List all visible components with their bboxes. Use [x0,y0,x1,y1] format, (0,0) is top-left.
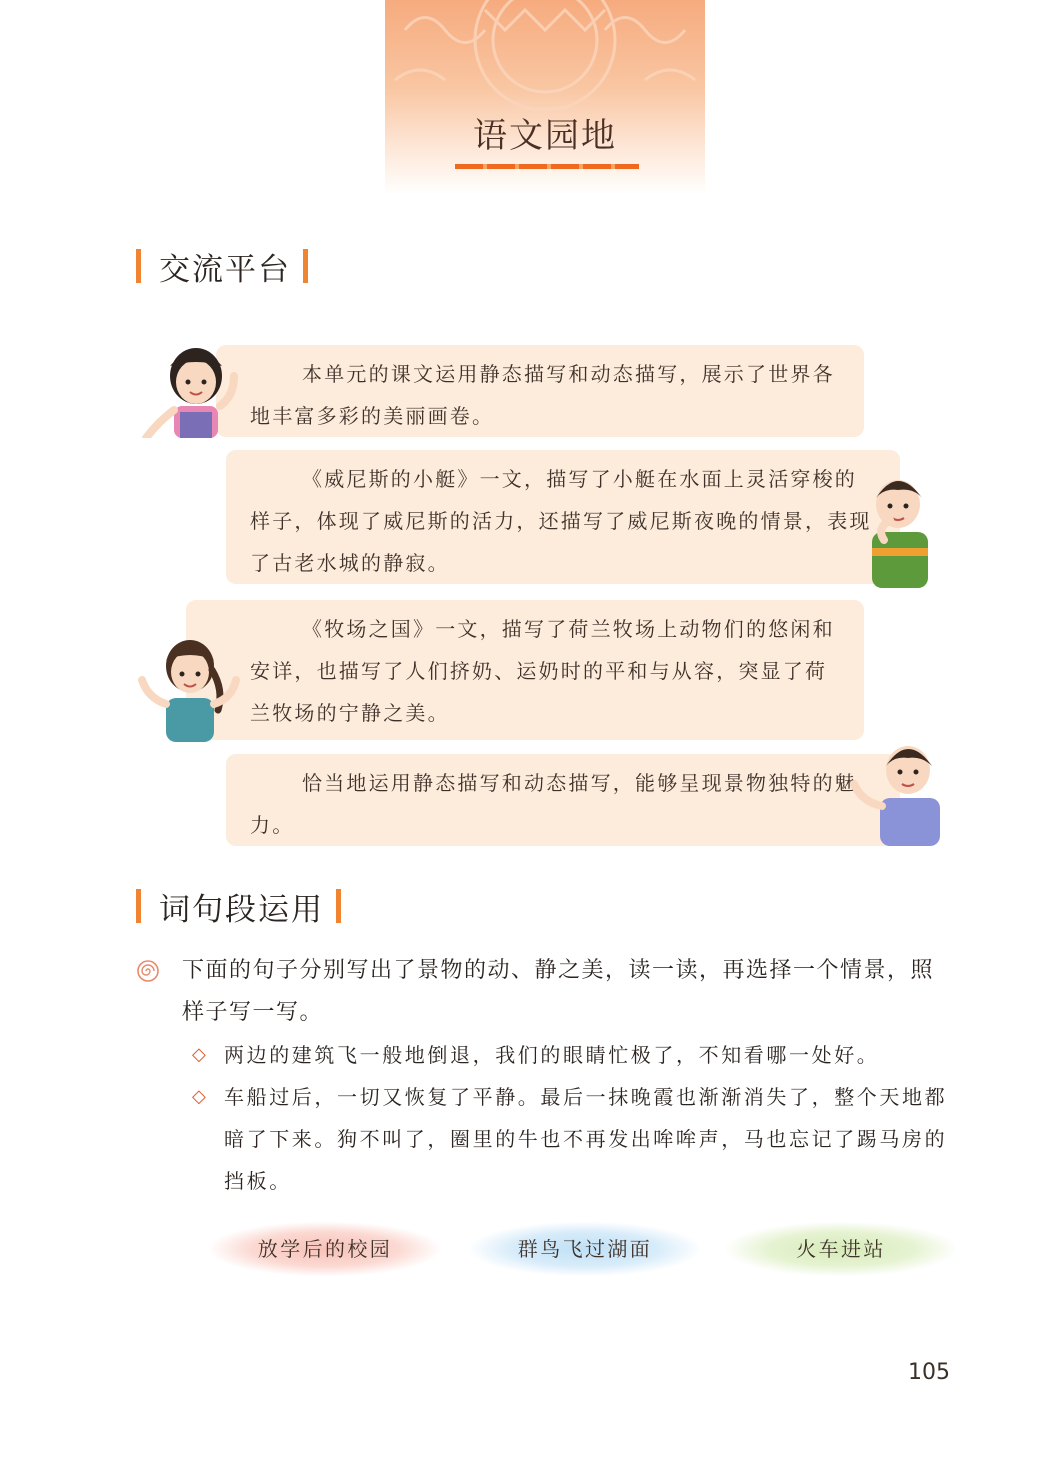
title-underline [455,164,639,169]
exercise-block [136,950,956,1202]
heading-bar-right [336,889,341,923]
unit-title: 语文园地 [473,116,617,156]
scene-option-campus: 放学后的校园 [210,1222,440,1276]
heading-bar-left [136,889,141,923]
boy-illustration [846,736,956,846]
girl-illustration [136,630,242,742]
bubble-text: 《威尼斯的小艇》一文，描写了小艇在水面上灵活穿梭的样子，体现了威尼斯的活力，还描写了威尼斯夜晚的情景，表现了古老水城的静寂。 [250,467,872,575]
page-number: 105 [908,1360,950,1385]
bubble-text: 《牧场之国》一文，描写了荷兰牧场上动物们的悠闲和安详，也描写了人们挤奶、运奶时的平和与从容，突显了荷兰牧场的宁静之美。 [250,617,835,725]
diamond-icon: ◇ [192,1044,209,1065]
bubble-text: 本单元的课文运用静态描写和动态描写，展示了世界各地丰富多彩的美丽画卷。 [250,362,835,428]
bubble-text: 恰当地运用静态描写和动态描写，能够呈现景物独特的魅力。 [250,771,857,837]
speech-bubble [226,450,900,584]
section-heading-usage [136,886,341,926]
speech-bubble [186,600,864,740]
exercise-instruction: 下面的句子分别写出了景物的动、静之美，读一读，再选择一个情景，照样子写一写。 [182,958,935,1025]
heading-bar-left [136,249,141,283]
boy-illustration [858,470,936,588]
scene-option-birds: 群鸟飞过湖面 [470,1222,700,1276]
diamond-icon: ◇ [192,1086,209,1107]
example-sentence [192,1076,956,1202]
heading-bar-right [303,249,308,283]
section-title: 交流平台 [159,251,291,288]
scene-option-train: 火车进站 [726,1222,956,1276]
girl-illustration [140,326,250,438]
section-title: 词句段运用 [159,891,324,928]
example-sentence [192,1034,956,1076]
example-text: 两边的建筑飞一般地倒退，我们的眼睛忙极了，不知看哪一处好。 [224,1043,880,1067]
section-heading-exchange [136,246,308,286]
speech-bubble [226,754,900,846]
spiral-icon [136,959,160,983]
example-text: 车船过后，一切又恢复了平静。最后一抹晚霞也渐渐消失了，整个天地都暗了下来。狗不叫了，圈里的牛也不再发出哞哞声，马也忘记了踢马房的挡板。 [224,1085,948,1193]
speech-bubble [216,345,864,437]
